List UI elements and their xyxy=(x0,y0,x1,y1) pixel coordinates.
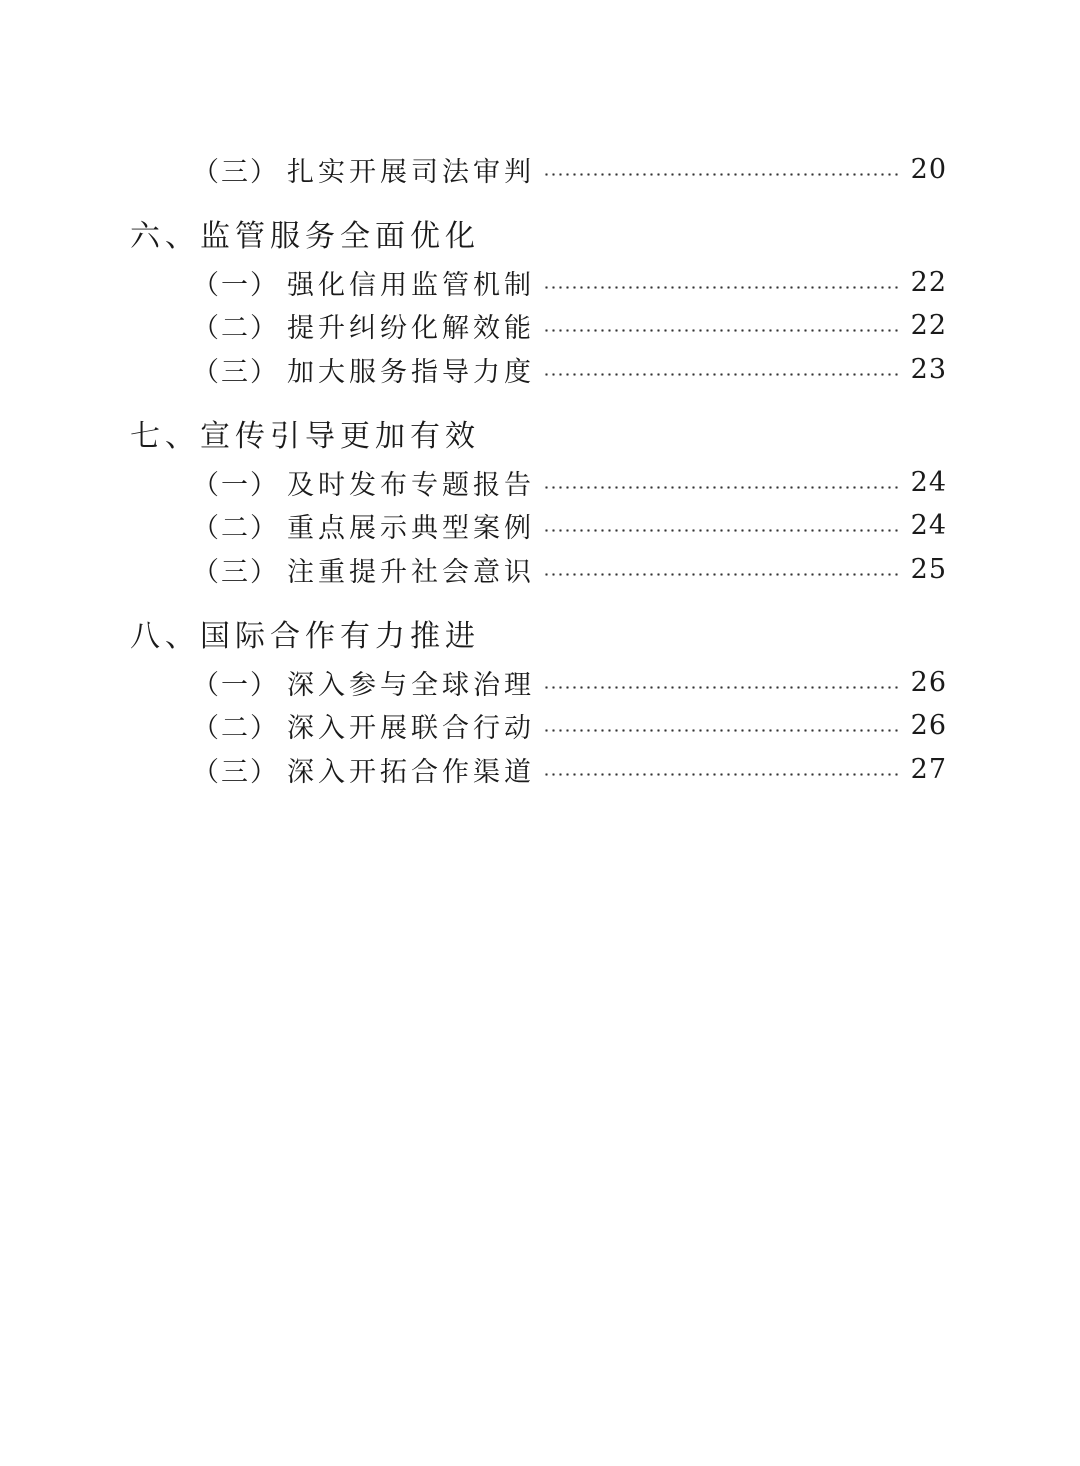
entry-page-number: 27 xyxy=(910,753,947,785)
entry-title: 加大服务指导力度 xyxy=(287,356,535,388)
entry-title: 深入开拓合作渠道 xyxy=(287,756,535,788)
entry-number: （二） xyxy=(192,712,279,744)
dot-leader xyxy=(543,686,901,689)
dot-leader xyxy=(543,329,901,332)
entry-number: （三） xyxy=(192,756,279,788)
toc-entry[interactable] xyxy=(192,705,947,745)
entry-title: 扎实开展司法审判 xyxy=(287,156,535,188)
entry-number: （三） xyxy=(192,356,279,388)
entry-page-number: 25 xyxy=(910,553,947,585)
dot-leader xyxy=(543,486,901,489)
entry-title: 及时发布专题报告 xyxy=(287,469,535,501)
toc-entry[interactable] xyxy=(192,262,947,302)
entry-page-number: 22 xyxy=(910,266,947,298)
toc-section-heading[interactable] xyxy=(130,213,480,253)
toc-entry[interactable] xyxy=(192,149,947,189)
dot-leader xyxy=(543,773,901,776)
entry-title: 深入参与全球治理 xyxy=(287,669,535,701)
entry-page-number: 22 xyxy=(910,309,947,341)
entry-title: 注重提升社会意识 xyxy=(287,556,535,588)
entry-number: （二） xyxy=(192,312,279,344)
entry-number: （一） xyxy=(192,669,279,701)
toc-section-heading[interactable] xyxy=(130,613,480,653)
entry-number: （三） xyxy=(192,556,279,588)
entry-number: （三） xyxy=(192,156,279,188)
entry-page-number: 23 xyxy=(910,353,947,385)
toc-entry[interactable] xyxy=(192,349,947,389)
toc-entry[interactable] xyxy=(192,462,947,502)
toc-section-heading[interactable] xyxy=(130,413,480,453)
toc-entry[interactable] xyxy=(192,662,947,702)
dot-leader xyxy=(543,286,901,289)
dot-leader xyxy=(543,573,901,576)
entry-title: 深入开展联合行动 xyxy=(287,712,535,744)
entry-number: （一） xyxy=(192,269,279,301)
entry-title: 强化信用监管机制 xyxy=(287,269,535,301)
section-title: 六、监管服务全面优化 xyxy=(130,219,480,254)
entry-page-number: 24 xyxy=(910,509,947,541)
dot-leader xyxy=(543,373,901,376)
toc-entry[interactable] xyxy=(192,305,947,345)
toc-entry[interactable] xyxy=(192,505,947,545)
entry-number: （二） xyxy=(192,512,279,544)
entry-page-number: 26 xyxy=(910,666,947,698)
dot-leader xyxy=(543,729,901,732)
dot-leader xyxy=(543,173,901,176)
entry-page-number: 26 xyxy=(910,709,947,741)
dot-leader xyxy=(543,529,901,532)
toc-entry[interactable] xyxy=(192,549,947,589)
toc-entry[interactable] xyxy=(192,749,947,789)
entry-page-number: 24 xyxy=(910,466,947,498)
entry-number: （一） xyxy=(192,469,279,501)
entry-title: 重点展示典型案例 xyxy=(287,512,535,544)
entry-page-number: 20 xyxy=(910,153,947,185)
section-title: 七、宣传引导更加有效 xyxy=(130,419,480,454)
section-title: 八、国际合作有力推进 xyxy=(130,619,480,654)
entry-title: 提升纠纷化解效能 xyxy=(287,312,535,344)
